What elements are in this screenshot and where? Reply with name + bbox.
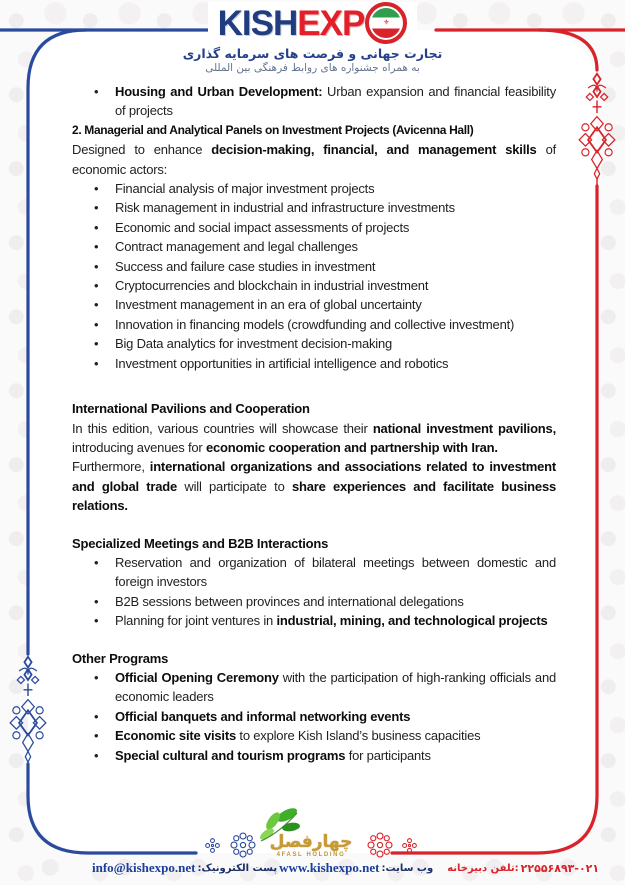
fasl-logo [265, 833, 357, 858]
bullet-item: • Big Data analytics for investment decision-making [72, 334, 556, 353]
bullet-icon: • [94, 258, 99, 274]
bullet-icon: • [94, 297, 99, 313]
bullet-item: • Success and failure case studies in investment [72, 257, 556, 276]
bullet-icon: • [94, 316, 99, 332]
phone-label: :تلفن دبیرخانه [447, 862, 519, 874]
tagline-secondary: به همراه جشنواره های روابط فرهنگی بین المللی [205, 62, 420, 74]
paragraph: Other Programs [72, 650, 169, 666]
bullet-item: • Special cultural and tourism programs for participants [72, 746, 556, 765]
fasl-leaves-icon [257, 807, 303, 843]
bullet-item: • Financial analysis of major investment projects [72, 179, 556, 198]
bullet-item: • Innovation in financing models (crowdfunding and collective investment) [72, 315, 556, 334]
email-contact [92, 860, 279, 876]
fasl-caption: 4FASL HOLDING [276, 851, 346, 858]
floret-right-icon [402, 838, 417, 853]
bullet-icon: • [94, 239, 99, 255]
bullet-icon: • [94, 355, 99, 371]
floret-left-icon [205, 838, 220, 853]
phone-contact [445, 862, 599, 875]
bullet-icon: • [94, 336, 99, 352]
bullet-icon: • [94, 747, 99, 763]
website-label: وب سایت: [381, 862, 434, 874]
email-label: پست الکترونیک: [197, 862, 278, 874]
section-gap [72, 631, 556, 649]
bullet-icon: • [94, 554, 99, 570]
footer-contacts [92, 860, 600, 876]
bullet-item: • Risk management in industrial and infrastructure investments [72, 198, 556, 217]
paragraph: Furthermore, international organizations and associations related to investment and global trade will participate to share experiences and facilitate business relations. [72, 459, 557, 514]
bullet-item: • Economic site visits to explore Kish Island’s business capacities [72, 726, 556, 745]
bullet-item: • Planning for joint ventures in industrial, mining, and technological projects [72, 611, 556, 630]
tagline-primary: تجارت جهانی و فرصت های سرمایه گذاری [182, 46, 443, 61]
bullet-icon: • [94, 278, 99, 294]
email-value: info@kishexpo.net [92, 860, 196, 875]
bullet-item: • Investment management in an era of global uncertainty [72, 295, 556, 314]
bullet-icon: • [94, 708, 99, 724]
bullet-icon: • [94, 84, 99, 99]
bullet-item: • Official banquets and informal networking events [72, 707, 556, 726]
bullet-icon: • [94, 200, 99, 216]
ornament-right-icon [570, 72, 624, 188]
paragraph: International Pavilions and Cooperation [72, 401, 310, 417]
bullet-icon: • [94, 669, 99, 685]
paragraph: In this edition, various countries will showcase their national investment pavilions, introducing avenues for economic cooperation and partnership with Iran. [72, 420, 556, 455]
bullet-item: • Cryptocurrencies and blockchain in industrial investment [72, 276, 556, 295]
paragraph: Specialized Meetings and B2B Interactions [72, 535, 329, 551]
bullet-item: • Contract management and legal challenges [72, 237, 556, 256]
bullet-icon: • [94, 728, 99, 744]
website-value: www.kishexpo.net [279, 860, 380, 875]
bullet-item: • Housing and Urban Development: Urban expansion and financial feasibility of projects [94, 84, 556, 119]
paragraph: Designed to enhance decision-making, financial, and management skills of economic actors: [72, 142, 557, 177]
content [72, 82, 556, 765]
phone-value: ۲۲۵۵۶۸۹۳-۰۲۱ [520, 861, 600, 875]
kishexpo-logo [208, 2, 418, 44]
logo-exp-text: EXP [297, 3, 365, 43]
bullet-item: • Reservation and organization of bilateral meetings between domestic and foreign investors [94, 554, 556, 590]
website-contact [279, 860, 435, 876]
fasl-name: چهارفصل [269, 831, 353, 852]
iran-flag-icon: ⚜ [365, 2, 407, 44]
section-gap [72, 516, 556, 534]
bullet-item: • Official Opening Ceremony with the participation of high-ranking officials and economic leaders [94, 669, 556, 705]
bullet-icon: • [94, 593, 99, 609]
logo-kish-text: KISH [217, 3, 298, 43]
bullet-icon: • [94, 219, 99, 235]
header [0, 2, 625, 74]
ornament-left-icon [1, 655, 55, 771]
bullet-item: • Economic and social impact assessments of projects [72, 218, 556, 237]
bullet-icon: • [94, 613, 99, 629]
bullet-icon: • [94, 181, 99, 197]
rosette-left-icon [228, 830, 258, 860]
paragraph: 2. Managerial and Analytical Panels on Investment Projects (Avicenna Hall) [72, 122, 474, 137]
bullet-item: • B2B sessions between provinces and international delegations [72, 592, 556, 611]
section-gap [72, 373, 556, 399]
rosette-right-icon [365, 830, 395, 860]
bullet-item: • Investment opportunities in artificial intelligence and robotics [72, 354, 556, 373]
